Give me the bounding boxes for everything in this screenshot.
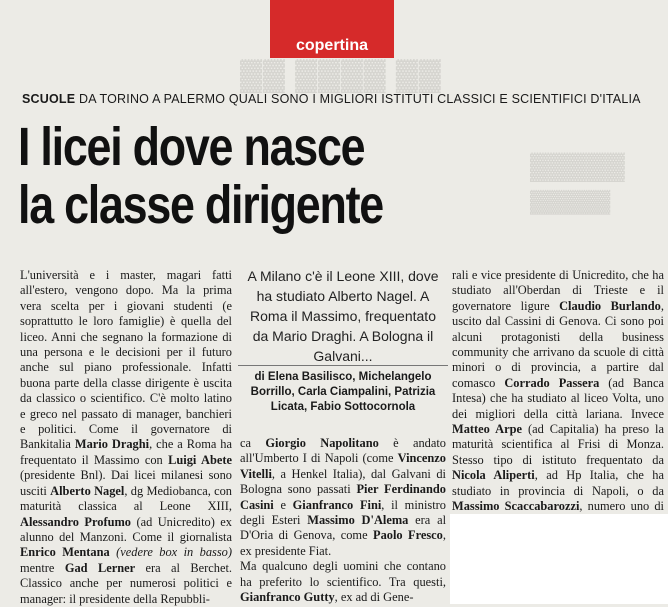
body-text: , numero uno di bbox=[579, 499, 665, 514]
body-text: rali e vice presidente di Unicredito, che ha studiato all'Oberdan di Trieste e il governatore ligure bbox=[452, 268, 664, 313]
divider bbox=[238, 365, 448, 366]
person-name: Pier Ferdinando Casini bbox=[240, 482, 446, 512]
person-name: Gianfranco Fini bbox=[292, 497, 382, 512]
headline-line-1: I licei dove nasce bbox=[18, 117, 365, 177]
person-name: Claudio Burlando bbox=[559, 298, 661, 313]
body-text: , ex presidente Fiat. bbox=[240, 528, 446, 558]
section-tab bbox=[270, 0, 394, 58]
body-text: Ma qualcuno degli uomini che contano ha preferito lo scientifico. Tra questi, bbox=[240, 559, 446, 589]
body-text: , a Henkel Italia), dal Galvani di Bologna sono passati bbox=[240, 466, 446, 497]
body-text: , uscito dal Cassini di Genova. Ci sono poi alcuni protagonisti della business community che arrivano da scuole di città minori o di provincia, a partire dal comasco bbox=[452, 298, 664, 390]
person-name: Paolo Fresco bbox=[373, 528, 443, 543]
person-name: Luigi Abete bbox=[168, 452, 232, 467]
person-name: Massimo D'Alema bbox=[307, 513, 409, 528]
person-name: Nicola Aliperti bbox=[452, 468, 535, 483]
person-name: Gianfranco Gutty bbox=[240, 590, 335, 605]
body-text: ca bbox=[240, 436, 266, 450]
person-name: Massimo Scaccabarozzi bbox=[452, 499, 580, 514]
kicker-text: DA TORINO A PALERMO QUALI SONO I MIGLIORI ISTITUTI CLASSICI E SCIENTIFICI D'ITALIA bbox=[78, 92, 641, 106]
body-text: mentre bbox=[20, 560, 65, 575]
article-column-3 bbox=[452, 268, 664, 545]
body-text: , dg Mediobanca, con maturità classica al Leone XIII, bbox=[20, 483, 232, 514]
person-name: Mario Draghi bbox=[74, 437, 150, 452]
pull-quote: A Milano c'è il Leone XIII, dove ha studiato Alberto Nagel. A Roma il Massimo, frequentato da Mario Draghi. A Bologna il Galvani... bbox=[247, 268, 439, 364]
byline: di Elena Basilisco, Michelangelo Borrillo, Carla Ciampalini, Patrizia Licata, Fabio Sottocornola bbox=[250, 371, 436, 413]
body-text: è andato all'Umberto I di Napoli (come bbox=[240, 436, 446, 466]
blank-area bbox=[450, 514, 668, 604]
body-text: era al D'Oria di Genova, come bbox=[240, 513, 447, 543]
body-text: (ad Capitalia) ha preso la maturità scientifica al Frisi di Monza. Stesso tipo di istituto frequentato da bbox=[452, 422, 664, 467]
person-name: Alessandro Profumo bbox=[20, 514, 132, 529]
article-column-2 bbox=[240, 436, 446, 605]
kicker-lead: SCUOLE bbox=[22, 92, 76, 106]
person-name: Enrico Mentana bbox=[20, 545, 110, 560]
body-text: , ad Hp Italia, che ha studiato in provincia di Napoli, o da bbox=[452, 468, 664, 498]
person-name: Vincenzo Vitelli bbox=[240, 451, 446, 481]
person-name: Gad Lerner bbox=[64, 560, 136, 575]
body-text: (ad Banca Intesa) che ha studiato al liceo Volta, uno dei migliori della città lariana. Invece bbox=[452, 375, 664, 421]
body-text: , ex ad di Gene- bbox=[334, 590, 414, 605]
person-name: Alberto Nagel bbox=[50, 483, 125, 498]
person-name: Giorgio Napolitano bbox=[265, 436, 379, 450]
kicker bbox=[22, 92, 662, 106]
headline bbox=[18, 118, 549, 234]
background-bleed-text: ▓▓▓▓▓ bbox=[530, 150, 625, 180]
body-text: , che a Roma ha frequentato il Massimo con bbox=[20, 437, 232, 467]
background-bleed-text: ▓▓ ▓▓▓▓ ▓▓ bbox=[240, 58, 442, 91]
person-name: Corrado Passera bbox=[504, 375, 600, 390]
body-text: e bbox=[273, 497, 293, 512]
background-bleed-text: ▓▓▓▓▓ bbox=[530, 188, 611, 213]
body-text: (presidente Bnl). Dai licei milanesi sono usciti bbox=[20, 468, 232, 498]
box-reference: (vedere box in basso) bbox=[116, 545, 232, 560]
person-name: Matteo Arpe bbox=[452, 422, 522, 437]
body-text: era al Berchet. Classico anche per numerosi politici e manager: il presidente della Repubbli- bbox=[20, 560, 232, 606]
body-text: L'università e i master, magari fatti all'estero, vengono dopo. Ma la prima vera scelta per i giovani studenti (e soprattutto le loro famiglie) è quella del liceo. Anni che segnano la formazione di una persona e le decisioni per il futuro anche sul piano professionale. Infatti buona parte della classe dirigente è uscita da classico o scientifico. C'è molto latino e greco nel passato di manager, banchieri e politici. Come il governatore di Bankitalia bbox=[20, 268, 232, 452]
section-tab-label: copertina bbox=[295, 37, 368, 54]
body-text: , il ministro degli Esteri bbox=[240, 497, 446, 528]
article-column-1 bbox=[20, 268, 232, 607]
body-text: (ad Unicredito) ex alunno del Manzoni. Come il giornalista bbox=[20, 514, 232, 544]
headline-line-2: la classe dirigente bbox=[18, 175, 383, 235]
